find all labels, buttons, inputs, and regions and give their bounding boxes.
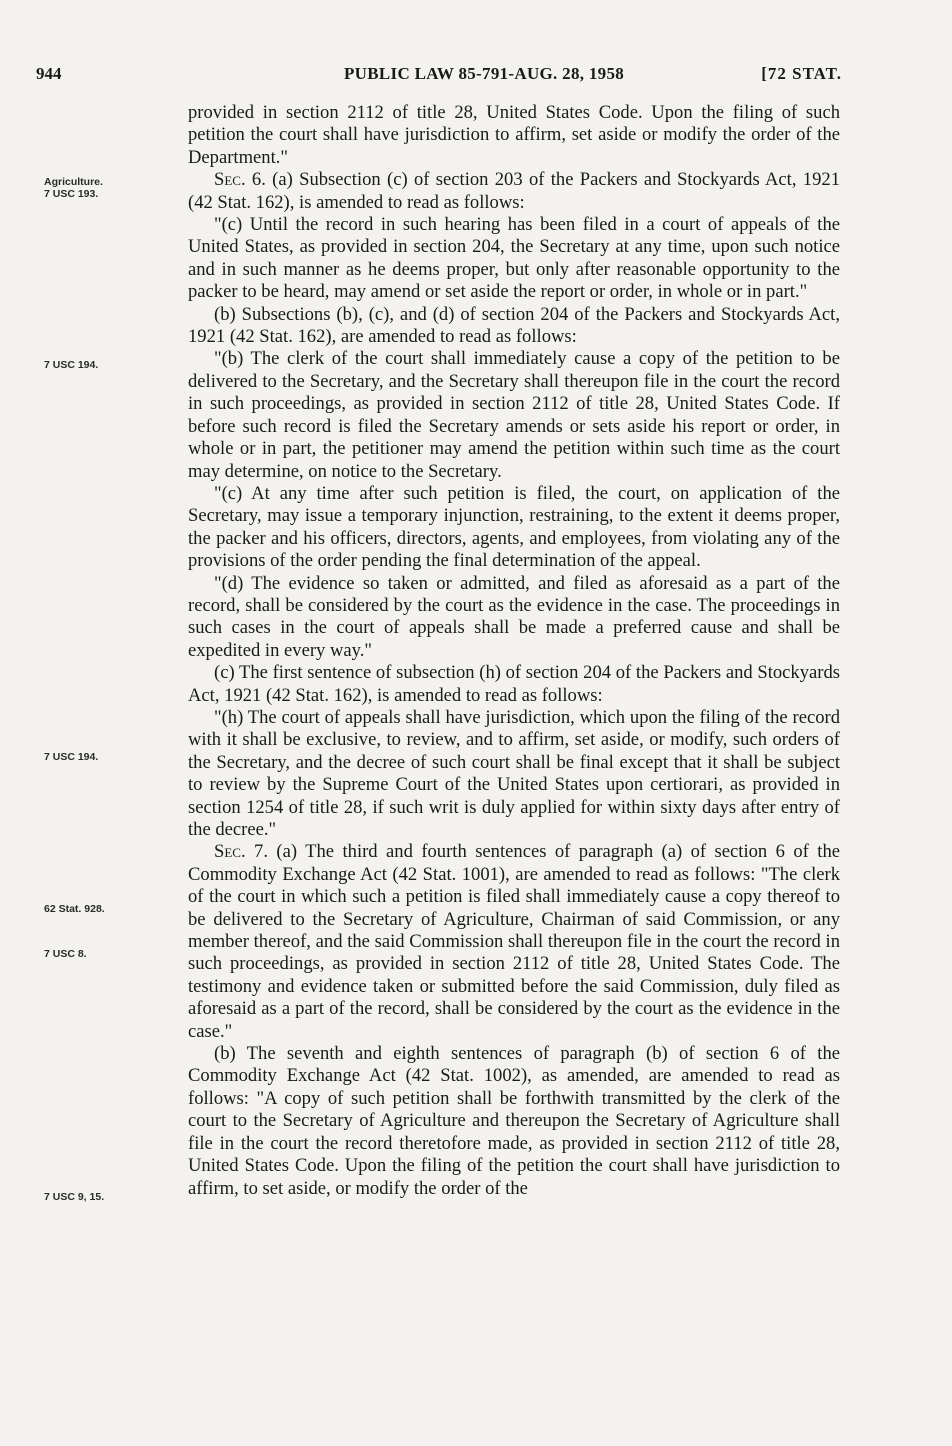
paragraph-text: 7. (a) The third and fourth sentences of paragraph (a) of section 6 of the Commodity Exchange Act (42 Stat. 1001), are amended to read as follows: "The clerk of the court in which such a petition is filed shall immediately cause a copy thereof to be delivered to the Secretary of Agriculture, Chairman of said Commission, or any member thereof, and the said Commission shall thereupon file in the court the record in such proceedings, as provided in section 2112 of title 28, United States Code. The testimony and evidence taken or submitted before the said Commission, duly filed as aforesaid as a part of the record, shall be considered by the court as the evidence in the case." (188, 841, 840, 1042)
page-number: 944 (36, 64, 62, 83)
law-title: PUBLIC LAW 85-791-AUG. 28, 1958 (344, 64, 625, 83)
margin-note-7-usc-194: 7 USC 194. (44, 359, 99, 371)
margin-note-7-usc-8: 7 USC 8. (44, 948, 87, 960)
margin-note-62-stat-928: 62 Stat. 928. (44, 903, 105, 915)
paragraph-quoted-h: "(h) The court of appeals shall have jurisdiction, which upon the filing of the record with it shall be exclusive, to review, and to affirm, set aside, or modify, such orders of the Secretary, and the decree of such court shall be final except that it shall be subject to review by the Supreme Court of the United States upon certiorari, as provided in section 1254 of title 28, if such writ is duly applied for within sixty days after entry of the decree." (188, 706, 840, 840)
margin-note-7-usc-9-15: 7 USC 9, 15. (44, 1191, 105, 1203)
body-text (188, 102, 840, 1200)
paragraph-continued: provided in section 2112 of title 28, United States Code. Upon the filing of such petition the court shall have jurisdiction to affirm, set aside or modify the order of the Department." (188, 102, 840, 168)
paragraph-sec-7a (188, 841, 840, 1043)
paragraph-text: 6. (a) Subsection (c) of section 203 of the Packers and Stockyards Act, 1921 (42 Stat. 162), is amended to read as follows: (188, 169, 840, 213)
paragraph-sec-6a (188, 169, 840, 214)
statute-reference: [72 STAT. (761, 64, 842, 83)
margin-note-7-usc-193: 7 USC 193. (44, 188, 99, 200)
paragraph-quoted-c-injunction: "(c) At any time after such petition is filed, the court, on application of the Secretary, may issue a temporary injunction, restraining, to the extent it deems proper, the packer and his officers, directors, agents, and employees, from violating any of the provisions of the order pending the final determination of the appeal. (188, 482, 840, 572)
paragraph-sec-6c: (c) The first sentence of subsection (h) of section 204 of the Packers and Stockyards Act, 1921 (42 Stat. 162), is amended to read as follows: (188, 662, 840, 706)
running-header (36, 64, 842, 90)
paragraph-sec-6b: (b) Subsections (b), (c), and (d) of section 204 of the Packers and Stockyards Act, 1921 (42 Stat. 162), are amended to read as follows: (188, 303, 840, 348)
paragraph-quoted-d: "(d) The evidence so taken or admitted, and filed as aforesaid as a part of the record, shall be considered by the court as the evidence in the case. The proceedings in such cases in the court of appeals shall be made a preferred cause and shall be expedited in every way." (188, 572, 840, 661)
margin-note-agriculture: Agriculture. (44, 176, 103, 188)
margin-note-7-usc-194-second: 7 USC 194. (44, 751, 99, 763)
paragraph-quoted-c: "(c) Until the record in such hearing has been filed in a court of appeals of the United States, as provided in section 204, the Secretary at any time, upon such notice and in such manner as he deems proper, but only after reasonable opportunity to the packer to be heard, may amend or set aside the report or order, in whole or in part." (188, 214, 840, 303)
paragraph-quoted-b: "(b) The clerk of the court shall immediately cause a copy of the petition to be delivered to the Secretary, and the Secretary shall thereupon file in the court the record in such proceedings, as provided in section 2112 of title 28, United States Code. If before such record is filed the Secretary amends or sets aside his report or order, in whole or in part, the petitioner may amend the petition within such time as the court may determine, on notice to the Secretary. (188, 348, 840, 482)
section-label: Sec. (214, 169, 246, 191)
section-label: Sec. (214, 841, 246, 863)
paragraph-sec-7b: (b) The seventh and eighth sentences of paragraph (b) of section 6 of the Commodity Exchange Act (42 Stat. 1002), as amended, are amended to read as follows: "A copy of such petition shall be forthwith transmitted by the clerk of the court to the Secretary of Agriculture and thereupon the Secretary of Agriculture shall file in the court the record theretofore made, as provided in section 2112 of title 28, United States Code. Upon the filing of the petition the court shall have jurisdiction to affirm, to set aside, or modify the order of the (188, 1043, 840, 1199)
